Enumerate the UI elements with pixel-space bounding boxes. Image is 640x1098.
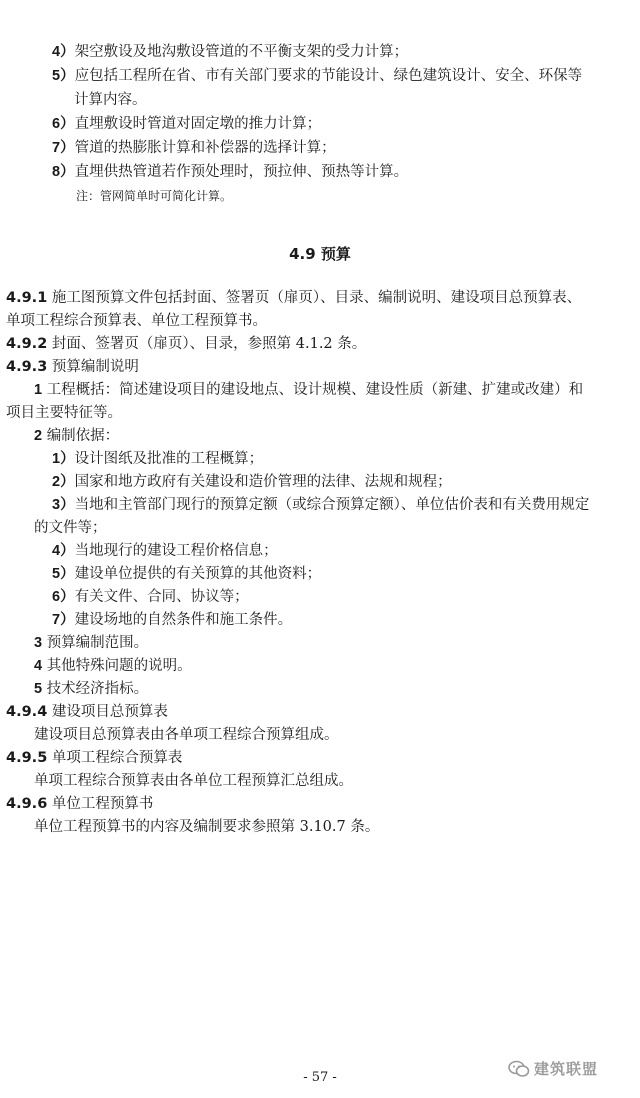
clause <box>6 748 182 768</box>
item-text: 建设场地的自然条件和施工条件。 <box>74 612 293 628</box>
page-number: - 57 - <box>303 1070 337 1085</box>
item-text: 应包括工程所在省、市有关部门要求的节能设计、绿色建筑设计、安全、环保等 <box>74 68 583 84</box>
item-number: 4） <box>52 543 75 559</box>
list-item <box>52 564 321 584</box>
list-item <box>52 138 336 158</box>
clause <box>6 288 581 308</box>
list-item <box>52 66 582 86</box>
sub-clause <box>34 426 119 446</box>
clause-text: 单位工程预算书的内容及编制要求参照第 3.10.7 条。 <box>34 819 380 835</box>
sub-clause-number: 4 <box>34 658 43 674</box>
clause-text: 编制依据： <box>46 428 120 444</box>
item-text: 架空敷设及地沟敷设管道的不平衡支架的受力计算； <box>74 44 409 60</box>
item-text: 设计图纸及批准的工程概算； <box>74 451 264 467</box>
clause-text: 建设项目总预算表 <box>51 704 168 720</box>
item-text: 直埋敷设时管道对固定墩的推力计算； <box>74 116 322 132</box>
item-text: 当地现行的建设工程价格信息； <box>74 543 278 559</box>
clause-number: 4.9.1 <box>6 290 48 306</box>
list-item <box>52 610 292 630</box>
list-item <box>52 42 408 62</box>
clause-text: 单项工程综合预算表由各单位工程预算汇总组成。 <box>34 773 353 789</box>
sub-clause <box>34 380 583 400</box>
item-number: 6） <box>52 589 75 605</box>
list-item <box>52 162 408 182</box>
clause-body <box>34 817 379 837</box>
sub-clause-number: 3 <box>34 635 43 651</box>
item-number: 4） <box>52 44 75 60</box>
section-title: 4.9 预算 <box>289 245 351 263</box>
clause-number: 4.9.4 <box>6 704 48 720</box>
clause-text: 预算编制说明 <box>51 359 139 375</box>
clause-text: 预算编制范围。 <box>46 635 149 651</box>
clause-text: 施工图预算文件包括封面、签署页（扉页）、目录、编制说明、建设项目总预算表、 <box>51 290 582 306</box>
watermark-text: 建筑联盟 <box>534 1060 599 1078</box>
clause <box>6 794 153 814</box>
watermark <box>508 1058 598 1079</box>
clause-text: 其他特殊问题的说明。 <box>46 658 192 674</box>
clause-text: 工程概括：简述建设项目的建设地点、设计规模、建设性质（新建、扩建或改建）和 <box>46 382 584 398</box>
clause-text: 封面、签署页（扉页）、目录，参照第 4.1.2 条。 <box>51 336 367 352</box>
item-text: 有关文件、合同、协议等； <box>74 589 249 605</box>
list-item <box>52 472 452 492</box>
item-text: 的文件等； <box>34 520 107 536</box>
item-text: 建设单位提供的有关预算的其他资料； <box>74 566 322 582</box>
item-text: 当地和主管部门现行的预算定额（或综合预算定额）、单位估价表和有关费用规定 <box>74 497 590 513</box>
clause-number: 4.9.2 <box>6 336 48 352</box>
clause-text: 技术经济指标。 <box>46 681 149 697</box>
item-number: 5） <box>52 68 75 84</box>
item-text: 管道的热膨胀计算和补偿器的选择计算； <box>74 140 336 156</box>
clause-body <box>34 725 339 745</box>
note-text: 注：管网简单时可简化计算。 <box>76 189 233 203</box>
item-number: 2） <box>52 474 75 490</box>
wechat-logo-icon <box>508 1060 530 1078</box>
item-number: 7） <box>52 612 75 628</box>
list-item <box>52 495 589 515</box>
clause-number: 4.9.3 <box>6 359 48 375</box>
clause-text: 项目主要特征等。 <box>6 405 122 421</box>
clause <box>6 702 168 722</box>
clause <box>6 334 366 354</box>
item-number: 1） <box>52 451 75 467</box>
sub-clause <box>34 656 192 676</box>
sub-clause <box>34 679 148 699</box>
clause-number: 4.9.6 <box>6 796 48 812</box>
item-number: 8） <box>52 164 75 180</box>
list-item-continuation <box>34 518 107 538</box>
sub-clause-number: 2 <box>34 428 43 444</box>
clause-number: 4.9.5 <box>6 750 48 766</box>
clause-text: 单位工程预算书 <box>51 796 154 812</box>
clause-text: 单项工程综合预算表、单位工程预算书。 <box>6 313 267 329</box>
list-item <box>52 114 321 134</box>
list-item-continuation <box>74 90 147 110</box>
list-item <box>52 587 249 607</box>
item-text: 计算内容。 <box>74 92 147 108</box>
sub-clause-number: 5 <box>34 681 43 697</box>
clause-text: 单项工程综合预算表 <box>51 750 183 766</box>
item-text: 直埋供热管道若作预处理时，预拉伸、预热等计算。 <box>74 164 409 180</box>
list-item <box>52 541 278 561</box>
clause-continuation <box>6 311 267 331</box>
sub-clause <box>34 633 148 653</box>
item-number: 7） <box>52 140 75 156</box>
item-text: 国家和地方政府有关建设和造价管理的法律、法规和规程； <box>74 474 452 490</box>
clause-text: 建设项目总预算表由各单项工程综合预算组成。 <box>34 727 339 743</box>
item-number: 6） <box>52 116 75 132</box>
clause-continuation <box>6 403 122 423</box>
clause <box>6 357 139 377</box>
list-item <box>52 449 263 469</box>
clause-body <box>34 771 353 791</box>
sub-clause-number: 1 <box>34 382 43 398</box>
item-number: 5） <box>52 566 75 582</box>
item-number: 3） <box>52 497 75 513</box>
